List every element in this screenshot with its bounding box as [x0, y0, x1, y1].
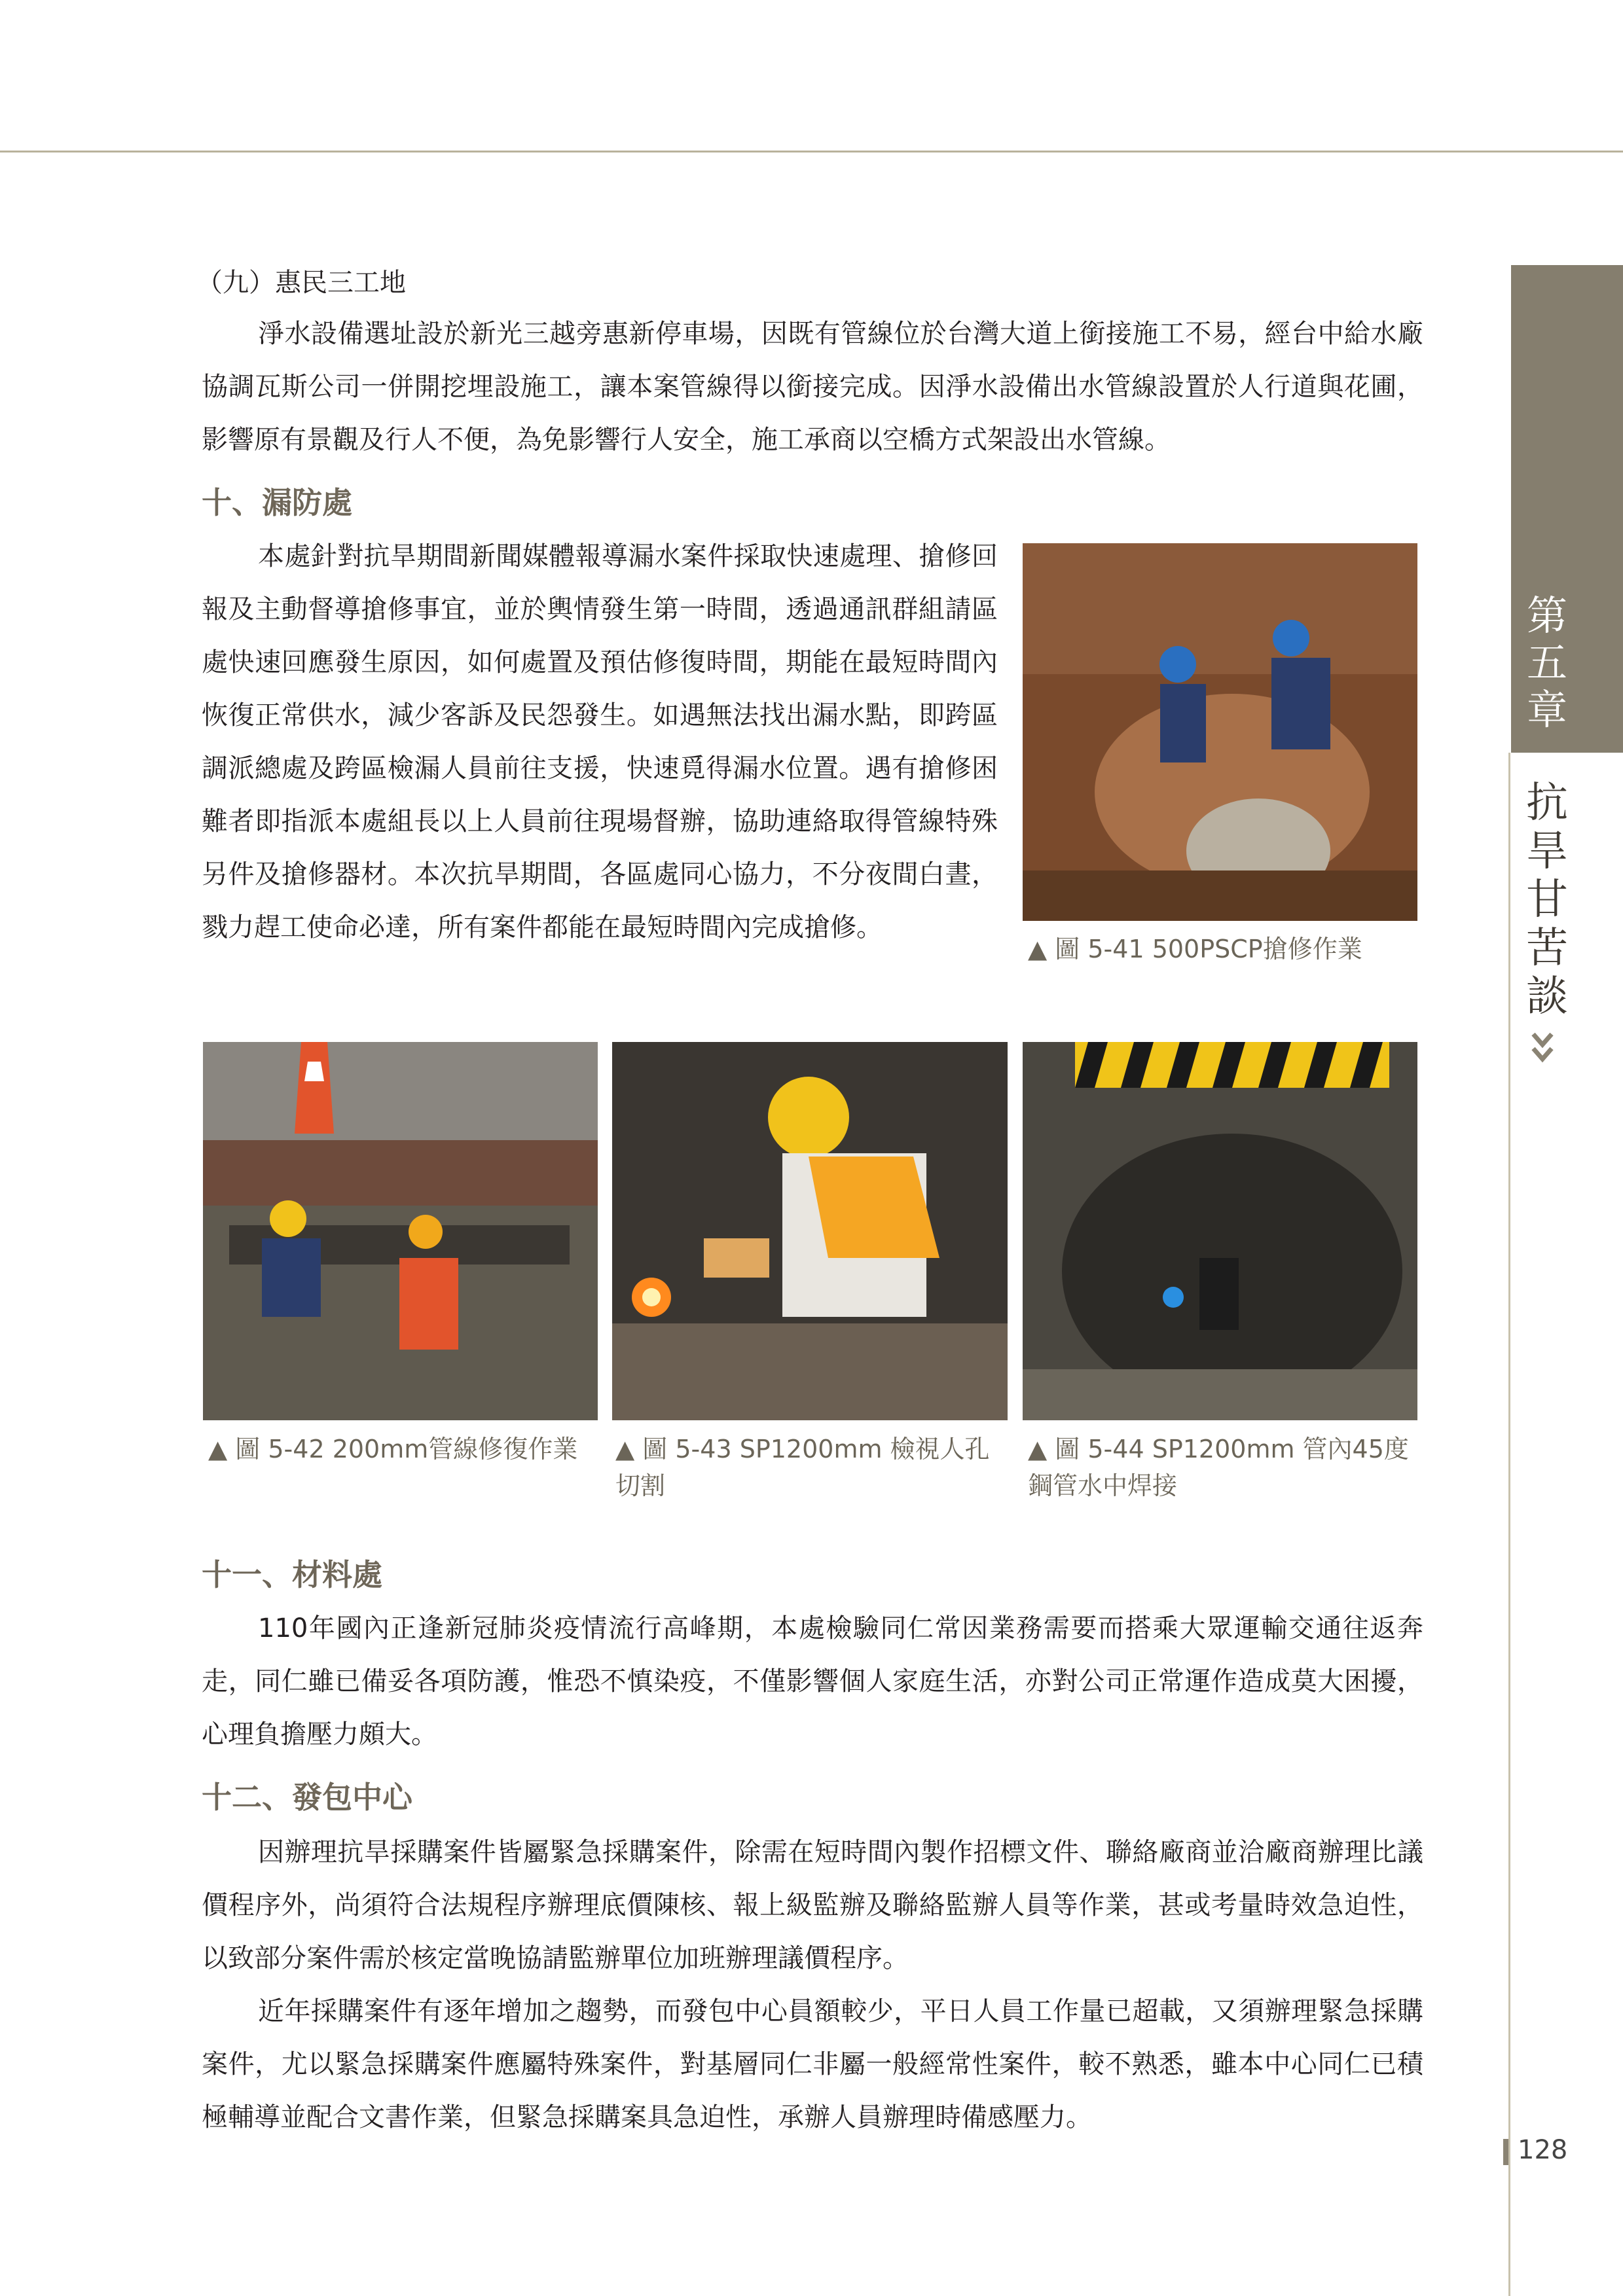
photo-fig-5-41: [1023, 543, 1417, 921]
photo-fig-5-43: [612, 1042, 1008, 1420]
chapter-label: 第五章: [1526, 592, 1567, 734]
side-rule: [1508, 753, 1510, 2296]
section-heading-materials: 十一、材料處: [202, 1557, 382, 1592]
caption-fig-5-42: ▲ 圖 5-42 200mm管線修復作業: [208, 1435, 578, 1463]
page-number: 128: [1518, 2135, 1568, 2165]
intro-paragraph: 淨水設備選址設於新光三越旁惠新停車場，因既有管線位於台灣大道上銜接施工不易，經台中給水廠協調瓦斯公司一併開挖埋設施工，讓本案管線得以銜接完成。因淨水設備出水管線設置於人行道與花圃，影響原有景觀及行人不便，為免影響行人安全，施工承商以空橋方式架設出水管線。: [202, 319, 1423, 455]
section-heading-procurement: 十二、發包中心: [202, 1780, 412, 1815]
page-number-bar: [1503, 2139, 1508, 2165]
caption-fig-5-43: ▲ 圖 5-43 SP1200mm 檢視人孔切割: [615, 1435, 990, 1500]
materials-paragraph: 110年國內正逢新冠肺炎疫情流行高峰期，本處檢驗同仁常因業務需要而搭乘大眾運輸交通往返奔走，同仁雖已備妥各項防護，惟恐不慎染疫，不僅影響個人家庭生活，亦對公司正常運作造成莫大困擾，心理負擔壓力頗大。: [202, 1613, 1423, 1749]
leak-paragraph: 本處針對抗旱期間新聞媒體報導漏水案件採取快速處理、搶修回報及主動督導搶修事宜，並於輿情發生第一時間，透過通訊群組請區處快速回應發生原因，如何處置及預估修復時間，期能在最短時間內恢復正常供水，減少客訴及民怨發生。如遇無法找出漏水點，即跨區調派總處及跨區檢漏人員前往支援，快速覓得漏水位置。遇有搶修困難者即指派本處組長以上人員前往現場督辦，協助連絡取得管線特殊另件及搶修器材。本次抗旱期間，各區處同心協力，不分夜間白晝，戮力趕工使命必達，所有案件都能在最短時間內完成搶修。: [202, 541, 998, 942]
caption-fig-5-44: ▲ 圖 5-44 SP1200mm 管內45度鋼管水中焊接: [1028, 1435, 1409, 1500]
section-heading-leak: 十、漏防處: [202, 485, 352, 520]
procurement-paragraph-1: 因辦理抗旱採購案件皆屬緊急採購案件，除需在短時間內製作招標文件、聯絡廠商並洽廠商辦理比議價程序外，尚須符合法規程序辦理底價陳核、報上級監辦及聯絡監辦人員等作業，甚或考量時效急迫性，以致部分案件需於核定當晚協請監辦單位加班辦理議價程序。: [202, 1837, 1423, 1973]
subsection-title: （九）惠民三工地: [196, 268, 406, 298]
photo-fig-5-42: [203, 1042, 598, 1420]
procurement-paragraph-2: 近年採購案件有逐年增加之趨勢，而發包中心員額較少，平日人員工作量已超載，又須辦理緊急採購案件，尤以緊急採購案件應屬特殊案件，對基層同仁非屬一般經常性案件，較不熟悉，雖本中心同仁已積極輔導並配合文書作業，但緊急採購案具急迫性，承辦人員辦理時備感壓力。: [202, 1996, 1423, 2132]
header-rule: [0, 151, 1623, 152]
photo-fig-5-44: [1023, 1042, 1417, 1420]
chapter-title: 抗旱甘苦談: [1526, 779, 1568, 1021]
double-chevron-down-icon: [1529, 1029, 1556, 1068]
caption-fig-5-41: ▲ 圖 5-41 500PSCP搶修作業: [1028, 935, 1362, 963]
